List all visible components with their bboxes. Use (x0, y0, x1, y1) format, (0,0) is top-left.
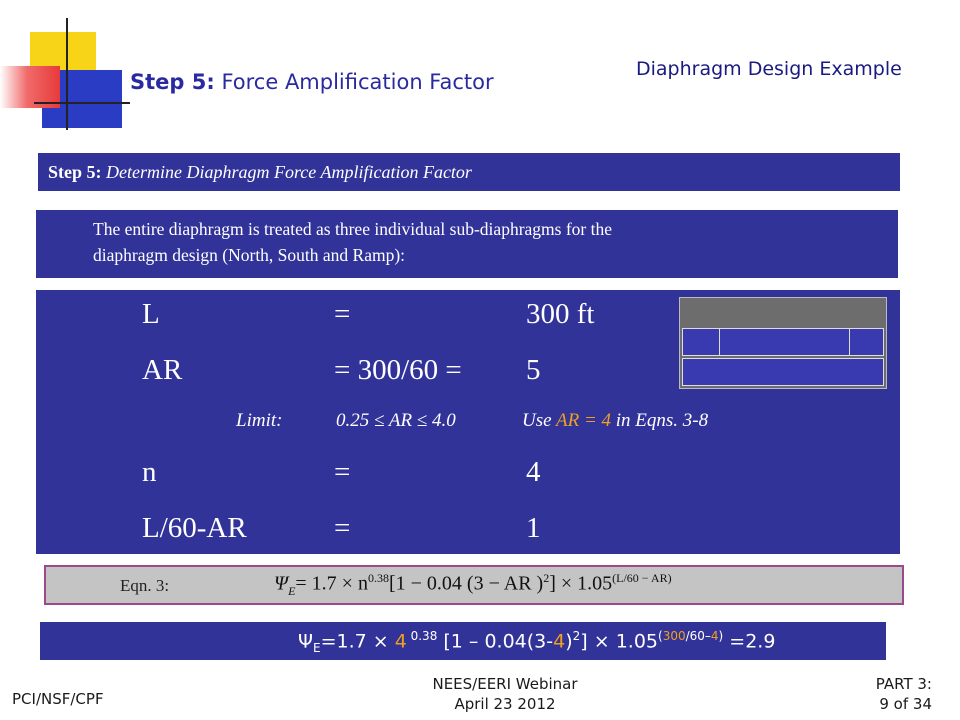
slide-title (130, 70, 494, 94)
footer-right-line-1: PART 3: (875, 675, 932, 693)
param-n-equals: = (334, 456, 351, 488)
equation-box (44, 565, 904, 605)
result-exp-3-open: ( (658, 629, 663, 643)
logo-horizontal-line (34, 102, 130, 104)
param-n-value: 4 (526, 456, 541, 488)
intro-line-2: diaphragm design (North, South and Ramp): (93, 245, 406, 265)
logo-vertical-line (66, 18, 68, 130)
param-AR-label: AR (142, 354, 183, 386)
result-panel (40, 622, 886, 660)
equation-psi: Ψ (274, 572, 289, 595)
intro-line-1: The entire diaphragm is treated as three individual sub-diaphragms for the (93, 219, 612, 239)
result-ar-value: 4 (553, 630, 566, 653)
equation-part-2: [1 − 0.04 (3 − AR ) (388, 572, 544, 595)
mini-table-row (682, 328, 884, 356)
param-l60-equals: = (334, 512, 351, 544)
equation-part-3: ] × 1.05 (549, 572, 613, 595)
step-bar (38, 153, 900, 191)
param-L-equals: = (334, 298, 351, 330)
intro-panel (36, 210, 898, 278)
use-ar-suffix: in Eqns. 3-8 (615, 410, 709, 431)
slide-title-prefix: Step 5: (130, 70, 215, 94)
param-l60-value: 1 (526, 512, 541, 544)
equation-label: Eqn. 3: (120, 576, 170, 595)
footer-center-line-1: NEES/EERI Webinar (432, 675, 578, 693)
result-exp-3 (658, 629, 723, 643)
limit-range: 0.25 ≤ AR ≤ 4.0 (336, 410, 456, 431)
param-AR-value: 5 (526, 354, 541, 386)
result-exp-3-ar: 4 (710, 629, 719, 643)
result-part-1: =1.7 × (320, 630, 395, 653)
mini-table-divider (719, 329, 720, 355)
param-l60-label: L/60-AR (142, 512, 247, 544)
equation-exp-2: 2 (543, 571, 550, 585)
param-L-label: L (142, 298, 160, 330)
equation-part-1: = 1.7 × n (295, 572, 368, 595)
equation-psi-sub: E (288, 583, 296, 598)
use-ar-note (522, 410, 708, 432)
use-ar-value: AR = 4 (555, 410, 612, 431)
result-exp-1: 0.38 (406, 629, 438, 643)
result-exp-3-mid: /60– (685, 629, 711, 643)
result-exp-3-close: ) (718, 629, 724, 643)
use-ar-prefix: Use (522, 410, 552, 431)
step-bar-text: Determine Diaphragm Force Amplification Factor (106, 162, 472, 182)
result-n-value: 4 (394, 630, 407, 653)
footer-right-line-2: 9 of 34 (879, 695, 932, 713)
footer-left: PCI/NSF/CPF (12, 690, 104, 708)
footer-center (380, 674, 630, 714)
step-bar-prefix: Step 5: (48, 162, 102, 182)
topic-title: Diaphragm Design Example (636, 58, 902, 80)
result-exp-3-l: 300 (662, 629, 686, 643)
result-part-4: ] × 1.05 (580, 630, 658, 653)
slide-title-text: Force Amplification Factor (221, 70, 494, 94)
param-AR-equals: = 300/60 = (334, 354, 462, 386)
result-part-3: ) (565, 630, 573, 653)
mini-table-row (682, 358, 884, 386)
footer-center-line-2: April 23 2012 (454, 695, 556, 713)
result-exp-2: 2 (572, 629, 581, 643)
limit-label: Limit: (236, 410, 283, 431)
result-psi-sub: E (312, 641, 321, 656)
equation-exp-1: 0.38 (367, 571, 389, 585)
result-part-2: [1 – 0.04(3- (437, 630, 554, 653)
equation-formula (274, 571, 672, 600)
result-part-5: =2.9 (723, 630, 776, 653)
mini-table-graphic (679, 297, 887, 389)
result-psi: Ψ (298, 630, 313, 653)
footer-right (850, 674, 932, 714)
mini-table-divider (849, 329, 850, 355)
equation-exp-3: (L/60 − AR) (612, 571, 672, 585)
result-formula (298, 629, 775, 655)
param-n-label: n (142, 456, 157, 488)
param-L-value: 300 ft (526, 298, 595, 330)
